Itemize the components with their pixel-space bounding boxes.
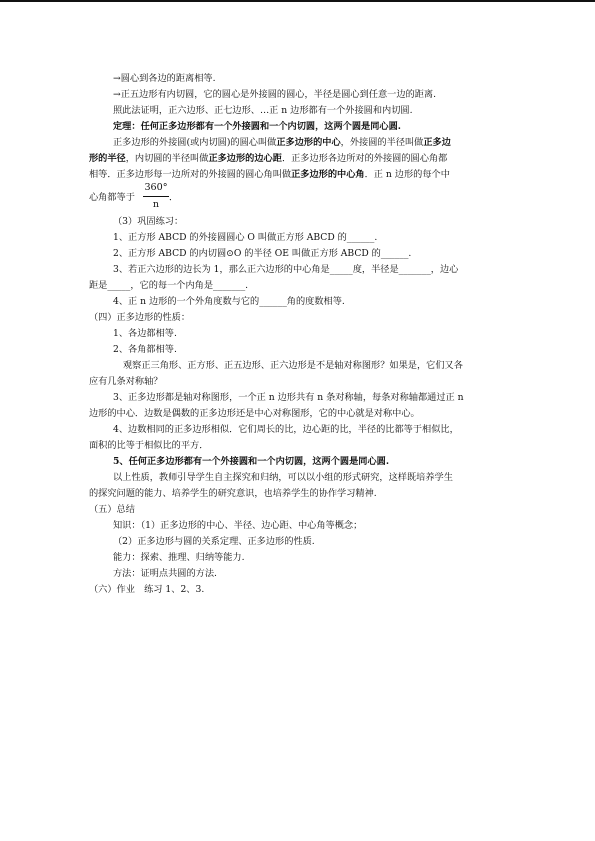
section-heading: （四）正多边形的性质： [89,312,191,323]
property-item: 4、边数相同的正多边形相似．它们周长的比，边心距的比，半径的比都等于相似比， [113,424,459,435]
definition-line: 相等．正多边形每一边所对的外接圆的圆心角叫做正多边形的中心角．正 n 边形的每个中 [89,169,450,180]
fraction-denominator: n [152,199,160,210]
text-line: 观察正三角形、正方形、正五边形、正六边形是不是轴对称图形？如果是，它们又各 [123,360,463,371]
term-radius-cont: 形的半径 [89,153,126,164]
property-item-cont: 边形的中心．边数是偶数的正多边形还是中心对称图形，它的中心就是对称中心。 [89,408,420,419]
property-item: 1、各边都相等. [113,328,177,339]
theorem-text: 任何正多边形都有一个外接圆和一个内切圆，这两个圆是同心圆. [140,121,402,132]
property-item-bold: 5、任何正多边形都有一个外接圆和一个内切圆，这两个圆是同心圆. [113,456,390,467]
term-radius: 正多边 [423,137,451,148]
text-line: ． [169,192,179,203]
section-heading: （五）总结 [89,504,135,515]
definition-line: 正多边形的外接圆(或内切圆)的圆心叫做正多边形的中心，外接圆的半径叫做正多边 [113,137,451,148]
exercise-item: 2、正方形 ABCD 的内切圆⊙O 的半径 OE 叫做正方形 ABCD 的______. [113,248,412,259]
fraction-bar [143,196,169,197]
central-angle-line: 心角都等于 [89,192,135,203]
fraction-numerator: 360° [144,182,168,193]
section-heading: （3）巩固练习： [113,216,184,227]
summary-item: 知识：（1）正多边形的中心、半径、边心距、中心角等概念； [113,520,363,531]
summary-item: 方法：证明点共圆的方法. [113,568,217,579]
summary-item: （2）正多边形与圆的关系定理、正多边形的性质. [113,536,315,547]
definition-line: 形的半径，内切圆的半径叫做正多边形的边心距．正多边形各边所对的外接圆的圆心角都 [89,153,448,164]
text-line: 应有几条对称轴？ [89,376,163,387]
exercise-item: 3、若正六边形的边长为 1，那么正六边形的中心角是_____度，半径是_______，边心 [113,264,459,275]
exercise-item: 4、正 n 边形的一个外角度数与它的______角的度数相等. [113,296,345,307]
text-line: 的探究问题的能力、培养学生的研究意识，也培养学生的协作学习精神. [89,488,377,499]
theorem-label: 定理： [113,121,141,132]
exercise-item-cont: 距是_____，它的每一个内角是_______. [89,280,249,291]
property-item: 3、正多边形都是轴对称图形，一个正 n 边形共有 n 条对称轴，每条对称轴都通过正 n [113,392,464,403]
text-line: 以上性质，教师引导学生自主探究和归纳，可以以小组的形式研究，这样既培养学生 [113,472,453,483]
exercise-item: 1、正方形 ABCD 的外接圆圆心 O 叫做正方形 ABCD 的______. [113,232,378,243]
summary-item: 能力：探索、推理、归纳等能力. [113,552,245,563]
text-line: →正五边形有内切圆，它的圆心是外接圆的圆心，半径是圆心到任意一边的距离. [113,89,436,100]
property-item-cont: 面积的比等于相似比的平方． [89,440,209,451]
term-central-angle: 正多边形的中心角 [291,169,365,180]
text-line: 照此法证明，正六边形、正七边形、…正 n 边形都有一个外接圆和内切圆. [113,105,413,116]
theorem-line [113,121,401,133]
section-heading: （六）作业 练习 1、2、3. [89,584,205,595]
text-line: →圆心到各边的距离相等. [113,73,216,84]
term-center: 正多边形的中心 [276,137,341,148]
property-item: 2、各角都相等. [113,344,177,355]
term-apothem: 正多边形的边心距 [208,153,282,164]
